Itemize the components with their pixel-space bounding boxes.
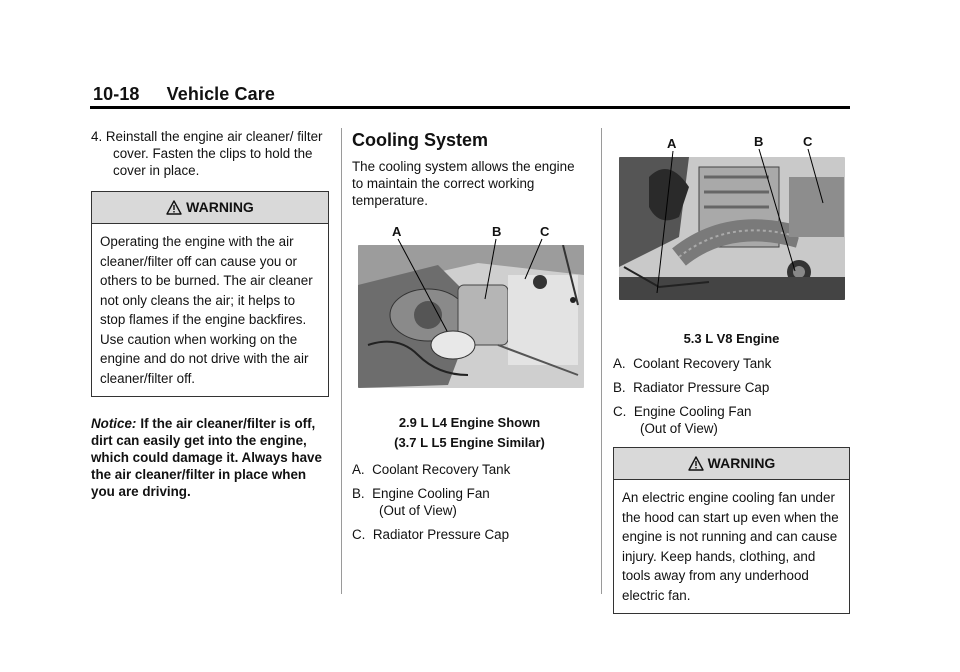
- warning-box: [613, 447, 850, 614]
- column-divider: [341, 128, 342, 594]
- notice-label: Notice:: [91, 416, 137, 431]
- notice: [91, 415, 329, 500]
- callout-c: C: [803, 134, 813, 149]
- warning-body: Operating the engine with the air cleaner/filter off can cause you or others to be burned. The air cleaner not only cleans the air; it helps to stop flames if the engine backfires. Use caution when working on the engine and do not drive with the air cleaner/filter off.: [100, 234, 313, 386]
- warning-body: An electric engine cooling fan under the hood can start up even when the engine is not running and can cause injury. Keep hands, clothing, and tools away from any underhood electric fan.: [622, 490, 839, 603]
- callout-b: B: [754, 134, 764, 149]
- step-4: 4. Reinstall the engine air cleaner/ filter cover. Fasten the clips to hold the cover in place.: [91, 129, 323, 178]
- column-middle: [352, 128, 587, 543]
- caption-line-1: 2.9 L L4 Engine Shown: [398, 415, 541, 430]
- page-header: [93, 84, 275, 105]
- warning-triangle-icon: [688, 456, 704, 471]
- callout-lines: [352, 221, 587, 361]
- engine-figure-v8: [613, 133, 850, 305]
- list-item: C. Radiator Pressure Cap: [352, 527, 510, 542]
- warning-title: WARNING: [707, 455, 776, 471]
- list-item: A. Coolant Recovery Tank: [352, 462, 511, 477]
- column-divider: [601, 128, 602, 594]
- warning-title: WARNING: [186, 199, 254, 215]
- warning-header: [92, 192, 328, 224]
- column-left: [91, 128, 329, 500]
- figure-caption: 5.3 L V8 Engine: [683, 331, 780, 346]
- engine-figure-l4: [352, 221, 587, 389]
- warning-triangle-icon: [166, 200, 182, 215]
- warning-header: [614, 448, 849, 480]
- figure-caption: [352, 413, 587, 453]
- callout-a: A: [667, 136, 677, 151]
- page-number: 10-18: [93, 84, 140, 104]
- column-right: [613, 128, 850, 614]
- parts-list: [613, 355, 850, 437]
- callout-b: B: [492, 224, 502, 239]
- list-item: A. Coolant Recovery Tank: [613, 356, 772, 371]
- callout-a: A: [392, 224, 402, 239]
- callout-c: C: [540, 224, 550, 239]
- section-title: Vehicle Care: [166, 84, 275, 104]
- parts-list: [352, 461, 587, 543]
- warning-box: [91, 191, 329, 397]
- list-item: C. Engine Cooling Fan (Out of View): [613, 404, 752, 436]
- header-rule: [90, 106, 850, 109]
- list-item: B. Engine Cooling Fan (Out of View): [352, 486, 490, 518]
- list-item: B. Radiator Pressure Cap: [613, 380, 770, 395]
- caption-line-2: (3.7 L L5 Engine Similar): [394, 435, 545, 450]
- callout-lines: [613, 133, 850, 305]
- notice-text: If the air cleaner/filter is off, dirt can easily get into the engine, which could damage it. Always have the air cleaner/filter in place when you are driving.: [91, 416, 322, 499]
- section-heading: Cooling System: [352, 130, 489, 150]
- intro-paragraph: The cooling system allows the engine to maintain the correct working temperature.: [352, 159, 575, 208]
